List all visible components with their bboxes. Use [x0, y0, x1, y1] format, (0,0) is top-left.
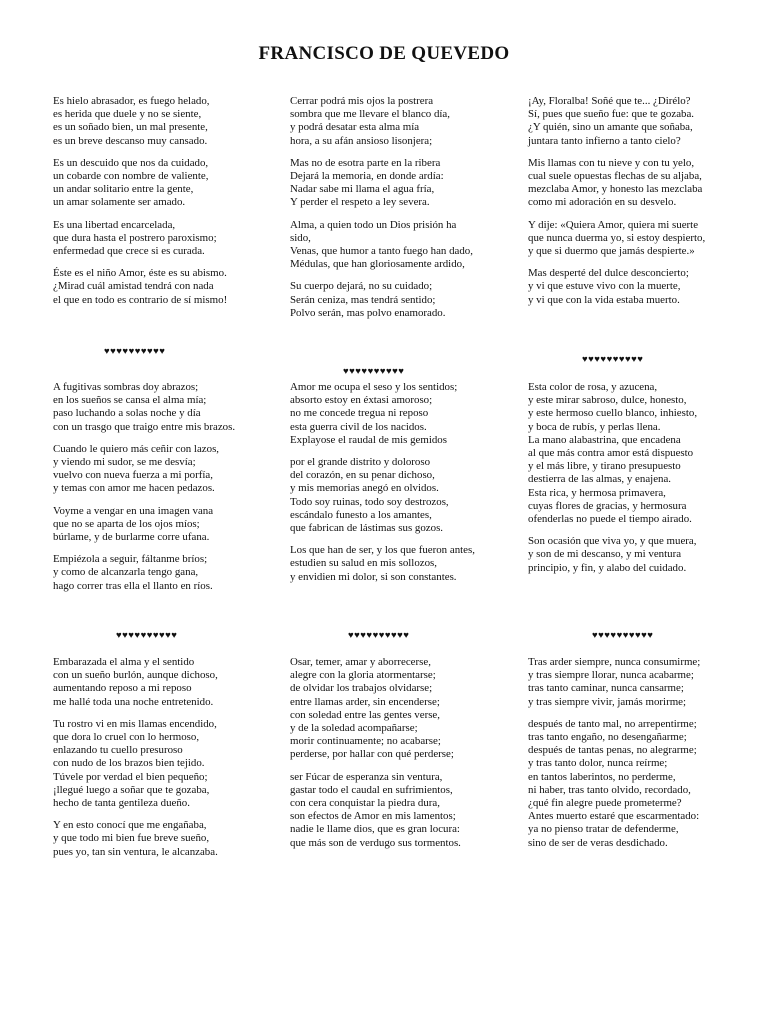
- stanza: [290, 219, 526, 272]
- verse-line: Y dije: «Quiera Amor, quiera mi suerte: [528, 218, 699, 231]
- separator-hearts: ♥♥♥♥♥♥♥♥♥♥: [104, 347, 166, 357]
- stanza: [53, 219, 289, 259]
- verse-line: enfermedad que crece si es curada.: [53, 245, 205, 258]
- verse-line: y este hermoso cuello blanco, inhiesto,: [528, 407, 698, 420]
- stanza: [53, 95, 289, 148]
- verse-line: ofenderlas no puede el tiempo airado.: [528, 513, 692, 526]
- verse-line: y vi que estuve vivo con la muerte,: [528, 280, 681, 293]
- verse-line: aumentando reposo a mi reposo: [53, 682, 192, 695]
- verse-line: que más son de verdugo sus tormentos.: [290, 836, 461, 849]
- verse-line: Empiézola a seguir, fáltanme bríos;: [53, 553, 208, 566]
- verse-line: sombra que me llevare el blanco día,: [290, 108, 450, 121]
- verse-line: paso luchando a solas noche y día: [53, 407, 201, 420]
- verse-line: Todo soy ruinas, todo soy destrozos,: [290, 495, 449, 508]
- verse-line: hecho de tanta gentileza dueño.: [53, 797, 190, 810]
- poem-6: [528, 381, 764, 584]
- stanza: [290, 656, 526, 762]
- verse-line: Serán ceniza, mas tendrá sentido;: [290, 293, 436, 306]
- verse-line: Explayose el raudal de mis gemidos: [290, 433, 447, 446]
- verse-line: tras tanto engaño, no desengañarme;: [528, 731, 687, 744]
- separator-hearts: ♥♥♥♥♥♥♥♥♥♥: [582, 355, 644, 365]
- verse-line: y envidien mi dolor, si son constantes.: [290, 570, 457, 583]
- verse-line: y vi que con la vida estaba muerto.: [528, 293, 680, 306]
- verse-line: Alma, a quien todo un Dios prisión ha: [290, 218, 457, 231]
- verse-line: Mis llamas con tu nieve y con tu yelo,: [528, 156, 695, 169]
- verse-line: Es hielo abrasador, es fuego helado,: [53, 95, 210, 107]
- verse-line: es un soñado bien, un mal presente,: [53, 121, 208, 134]
- stanza: [528, 656, 764, 709]
- separator-hearts: ♥♥♥♥♥♥♥♥♥♥: [592, 631, 654, 641]
- verse-line: Nadar sabe mi llama el agua fría,: [290, 183, 435, 196]
- verse-line: escándalo funesto a los amantes,: [290, 508, 432, 521]
- verse-line: cuyas flores de gracias, y hermosura: [528, 499, 687, 512]
- stanza: [290, 771, 526, 850]
- verse-line: no me concede tregua ni reposo: [290, 407, 429, 420]
- verse-line: esta guerra civil de los nacidos.: [290, 420, 427, 433]
- verse-line: vuelvo con nueva fuerza a mi porfía,: [53, 469, 213, 482]
- verse-line: A fugitivas sombras doy abrazos;: [53, 381, 199, 393]
- stanza: [528, 381, 764, 526]
- verse-line: cual suele opuestas flechas de su aljaba,: [528, 170, 702, 183]
- verse-line: son efectos de Amor en mis lamentos;: [290, 810, 456, 823]
- verse-line: me hallé toda una noche entretenido.: [53, 695, 214, 708]
- verse-line: tras tanto caminar, nunca cansarme;: [528, 682, 684, 695]
- poem-4: [53, 381, 289, 602]
- verse-line: Embarazada el alma y el sentido: [53, 656, 195, 668]
- poem-2: [290, 95, 526, 329]
- verse-line: Cuando le quiero más ceñir con lazos,: [53, 442, 220, 455]
- verse-line: Médulas, que han gloriosamente ardido,: [290, 258, 465, 271]
- verse-line: sido,: [290, 231, 311, 244]
- separator-hearts: ♥♥♥♥♥♥♥♥♥♥: [116, 631, 178, 641]
- verse-line: Es una libertad encarcelada,: [53, 218, 176, 231]
- stanza: [53, 443, 289, 496]
- verse-line: estudien su salud en mis sollozos,: [290, 557, 438, 570]
- verse-line: Túvele por verdad el bien pequeño;: [53, 770, 208, 783]
- stanza: [53, 267, 289, 307]
- verse-line: Sí, pues que sueño fue: que te gozaba.: [528, 108, 695, 121]
- stanza: [53, 553, 289, 593]
- verse-line: un cobarde con nombre de valiente,: [53, 170, 209, 183]
- stanza: [290, 544, 526, 584]
- separator-hearts: ♥♥♥♥♥♥♥♥♥♥: [348, 631, 410, 641]
- verse-line: Antes muerto estaré que escarmentado:: [528, 810, 700, 823]
- stanza: [53, 381, 289, 434]
- poem-3: [528, 95, 764, 316]
- stanza: [528, 95, 764, 148]
- verse-line: y tras tanto dolor, nunca reírme;: [528, 757, 668, 770]
- verse-line: Tu rostro vi en mis llamas encendido,: [53, 717, 217, 730]
- verse-line: hora, a su afán ansioso lisonjera;: [290, 134, 433, 147]
- verse-line: ¡llegué luego a soñar que te gozaba,: [53, 783, 210, 796]
- verse-line: y mis memorias anegó en olvidos.: [290, 482, 439, 495]
- stanza: [53, 718, 289, 810]
- verse-line: Mas no de esotra parte en la ribera: [290, 156, 441, 169]
- verse-line: por el grande distrito y doloroso: [290, 456, 431, 469]
- verse-line: y podrá desatar esta alma mía: [290, 121, 420, 134]
- verse-line: que dora lo cruel con lo hermoso,: [53, 731, 200, 744]
- verse-line: gastar todo el caudal en sufrimientos,: [290, 783, 453, 796]
- verse-line: y el más libre, y tirano presupuesto: [528, 460, 681, 473]
- verse-line: un andar solitario entre la gente,: [53, 183, 194, 196]
- verse-line: ¿Y quién, sino un amante que soñaba,: [528, 121, 693, 134]
- verse-line: que nunca duerma yo, si estoy despierto,: [528, 231, 706, 244]
- stanza: [290, 95, 526, 148]
- verse-line: perderse, por hallar con qué perderse;: [290, 748, 454, 761]
- verse-line: ni haber, tras tanto olvido, recordado,: [528, 783, 691, 796]
- page-title: FRANCISCO DE QUEVEDO: [258, 43, 510, 64]
- verse-line: en los sueños se cansa el alma mía;: [53, 394, 207, 407]
- verse-line: en tantos laberintos, no perderme,: [528, 770, 676, 783]
- verse-line: que fabrican de lástimas sus gozos.: [290, 522, 444, 535]
- verse-line: ¿Mirad cuál amistad tendrá con nada: [53, 280, 214, 293]
- verse-line: el que en todo es contrario de sí mismo!: [53, 293, 228, 306]
- verse-line: y que todo mi bien fue breve sueño,: [53, 832, 210, 845]
- verse-line: ya no pienso tratar de defenderme,: [528, 823, 679, 836]
- verse-line: con un sueño burlón, aunque dichoso,: [53, 669, 218, 682]
- verse-line: con soledad entre las gentes verse,: [290, 708, 440, 721]
- verse-line: absorto estoy en éxtasi amoroso;: [290, 394, 433, 407]
- verse-line: y tras siempre vivir, jamás morirme;: [528, 695, 687, 708]
- verse-line: juntara tanto infierno a tanto cielo?: [528, 134, 681, 147]
- verse-line: Mas desperté del dulce desconcierto;: [528, 267, 689, 280]
- separator-hearts: ♥♥♥♥♥♥♥♥♥♥: [343, 367, 405, 377]
- stanza: [53, 157, 289, 210]
- stanza: [53, 656, 289, 709]
- verse-line: entre llamas arder, sin encenderse;: [290, 695, 440, 708]
- stanza: [528, 718, 764, 850]
- verse-line: es un breve descanso muy cansado.: [53, 134, 208, 147]
- verse-line: y de la soledad acompañarse;: [290, 722, 418, 735]
- poem-1: [53, 95, 289, 316]
- verse-line: ¡Ay, Floralba! Soñé que te... ¿Dirélo?: [528, 95, 691, 107]
- verse-line: que no se aparta de los ojos míos;: [53, 517, 200, 530]
- verse-line: y que si duermo que jamás despierte.»: [528, 245, 695, 258]
- verse-line: como mi adoración en su desvelo.: [528, 196, 677, 209]
- verse-line: Venas, que humor a tanto fuego han dado,: [290, 245, 473, 258]
- verse-line: Dejará la memoria, en donde ardía:: [290, 170, 444, 183]
- verse-line: alegre con la gloria atormentarse;: [290, 669, 436, 682]
- verse-line: enlazando tu cuello presuroso: [53, 744, 183, 757]
- verse-line: destierra de las almas, y enajena.: [528, 473, 672, 486]
- stanza: [528, 219, 764, 259]
- poem-9: [528, 656, 764, 859]
- verse-line: Son ocasión que viva yo, y que muera,: [528, 535, 697, 548]
- verse-line: un amar solamente ser amado.: [53, 196, 186, 209]
- verse-line: La mano alabastrina, que encadena: [528, 433, 681, 446]
- verse-line: Es un descuido que nos da cuidado,: [53, 156, 209, 169]
- verse-line: Y perder el respeto a ley severa.: [290, 196, 430, 209]
- verse-line: mezclaba Amor, y honesto las mezclaba: [528, 183, 703, 196]
- verse-line: hago correr tras ella el llanto en ríos.: [53, 579, 213, 592]
- verse-line: Su cuerpo dejará, no su cuidado;: [290, 280, 433, 293]
- verse-line: y boca de rubís, y perlas llena.: [528, 420, 661, 433]
- verse-line: Y en esto conocí que me engañaba,: [53, 819, 207, 832]
- verse-line: ¿qué fin alegre puede prometerme?: [528, 797, 682, 810]
- verse-line: Cerrar podrá mis ojos la postrera: [290, 95, 434, 107]
- stanza: [290, 157, 526, 210]
- verse-line: búrlame, y de burlarme corre ufana.: [53, 531, 210, 544]
- verse-line: que dura hasta el postrero paroxismo;: [53, 231, 217, 244]
- verse-line: Éste es el niño Amor, éste es su abismo.: [53, 267, 227, 280]
- verse-line: con cera conquistar la piedra dura,: [290, 797, 440, 810]
- stanza: [290, 381, 526, 447]
- poem-8: [290, 656, 526, 859]
- verse-line: con un trasgo que traigo entre mis brazos.: [53, 420, 236, 433]
- poem-5: [290, 381, 526, 593]
- stanza: [53, 505, 289, 545]
- verse-line: al que más contra amor está dispuesto: [528, 447, 694, 460]
- stanza: [528, 267, 764, 307]
- poem-7: [53, 656, 289, 868]
- verse-line: sino de ser de veras desdichado.: [528, 836, 668, 849]
- verse-line: es herida que duele y no se siente,: [53, 108, 202, 121]
- verse-line: pues yo, tan sin ventura, le alcanzaba.: [53, 845, 218, 858]
- stanza: [53, 819, 289, 859]
- verse-line: Voyme a vengar en una imagen vana: [53, 504, 214, 517]
- verse-line: después de tantas penas, no alegrarme;: [528, 744, 697, 757]
- verse-line: con nudo de los brazos bien tejido.: [53, 757, 205, 770]
- verse-line: y viendo mi sudor, se me desvía;: [53, 456, 196, 469]
- stanza: [528, 535, 764, 575]
- verse-line: Amor me ocupa el seso y los sentidos;: [290, 381, 458, 393]
- verse-line: y este mirar sabroso, dulce, honesto,: [528, 394, 687, 407]
- stanza: [528, 157, 764, 210]
- verse-line: nadie le llame dios, que es gran locura:: [290, 823, 460, 836]
- stanza: [290, 456, 526, 535]
- verse-line: Tras arder siempre, nunca consumirme;: [528, 656, 701, 668]
- verse-line: morir continuamente; no acabarse;: [290, 735, 441, 748]
- verse-line: y son de mi descanso, y mi ventura: [528, 548, 682, 561]
- stanza: [290, 280, 526, 320]
- verse-line: y tras siempre llorar, nunca acabarme;: [528, 669, 694, 682]
- verse-line: Osar, temer, amar y aborrecerse,: [290, 656, 431, 668]
- verse-line: ser Fúcar de esperanza sin ventura,: [290, 770, 443, 783]
- verse-line: principio, y fin, y alabo del cuidado.: [528, 561, 687, 574]
- verse-line: Esta rica, y hermosa primavera,: [528, 486, 666, 499]
- verse-line: y temas con amor me hacen pedazos.: [53, 482, 215, 495]
- verse-line: después de tanto mal, no arrepentirme;: [528, 717, 697, 730]
- verse-line: Los que han de ser, y los que fueron antes,: [290, 544, 475, 557]
- verse-line: Esta color de rosa, y azucena,: [528, 381, 658, 393]
- verse-line: Polvo serán, mas polvo enamorado.: [290, 306, 446, 319]
- verse-line: de olvidar los trabajos olvidarse;: [290, 682, 433, 695]
- verse-line: y como de alcanzarla tengo gana,: [53, 566, 199, 579]
- verse-line: del corazón, en su penar dichoso,: [290, 469, 435, 482]
